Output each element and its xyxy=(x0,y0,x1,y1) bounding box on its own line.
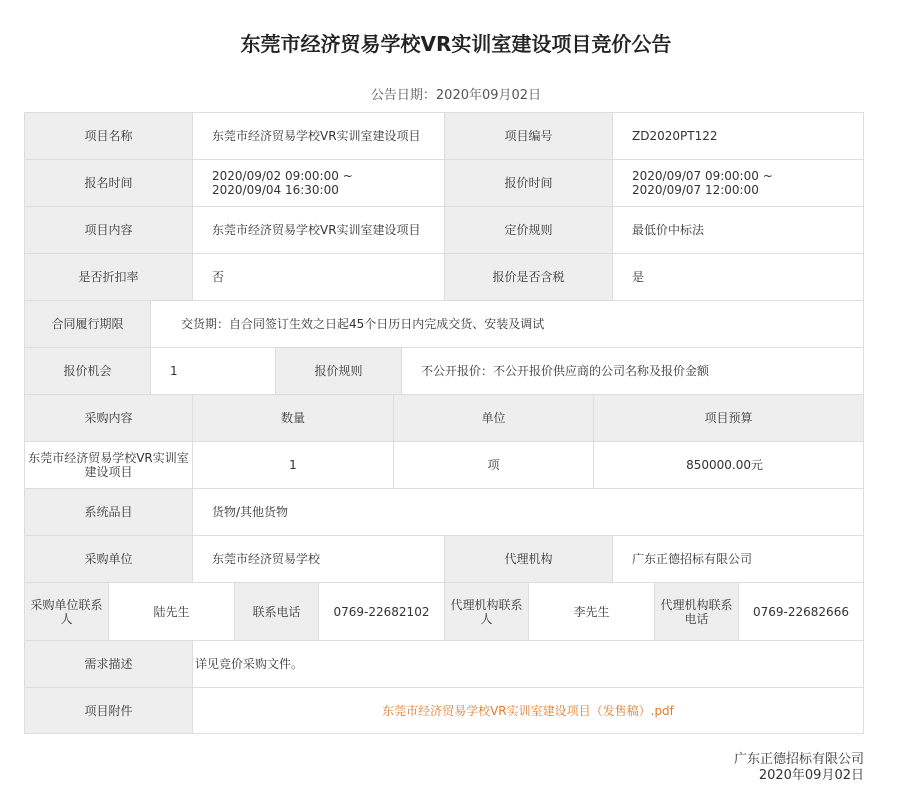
pricing-rule-label: 定价规则 xyxy=(445,207,613,253)
project-no-value: ZD2020PT122 xyxy=(613,113,863,159)
quantity-header: 数量 xyxy=(193,395,394,441)
agency-contact-label: 代理机构联系人 xyxy=(445,583,529,640)
system-category-label: 系统品目 xyxy=(25,489,193,535)
contract-period-label: 合同履行期限 xyxy=(25,301,151,347)
quote-chances-label: 报价机会 xyxy=(25,348,151,394)
purchaser-contact-label: 采购单位联系人 xyxy=(25,583,109,640)
item-budget: 850000.00元 xyxy=(594,442,863,488)
requirement-label: 需求描述 xyxy=(25,641,193,687)
table-row xyxy=(25,641,863,688)
page-title: 东莞市经济贸易学校VR实训室建设项目竞价公告 xyxy=(240,32,672,56)
quote-time-label: 报价时间 xyxy=(445,160,613,206)
requirement-value: 详见竞价采购文件。 xyxy=(193,641,863,687)
table-row xyxy=(25,348,863,395)
discount-rate-label: 是否折扣率 xyxy=(25,254,193,300)
announce-date: 公告日期：2020年09月02日 xyxy=(370,88,542,103)
signup-time-label: 报名时间 xyxy=(25,160,193,206)
project-no-label: 项目编号 xyxy=(445,113,613,159)
signup-time-value: 2020/09/02 09:00:00 ~ 2020/09/04 16:30:00 xyxy=(193,160,445,206)
agency-label: 代理机构 xyxy=(445,536,613,582)
purchaser-value: 东莞市经济贸易学校 xyxy=(193,536,445,582)
footer-date: 2020年09月02日 xyxy=(758,768,864,783)
agency-phone-value: 0769-22682666 xyxy=(739,583,863,640)
project-name-label: 项目名称 xyxy=(25,113,193,159)
unit-header: 单位 xyxy=(394,395,594,441)
quote-rule-value: 不公开报价：不公开报价供应商的公司名称及报价金额 xyxy=(402,348,863,394)
purchaser-label: 采购单位 xyxy=(25,536,193,582)
table-row xyxy=(25,583,863,641)
footer xyxy=(734,752,864,784)
table-row xyxy=(25,254,863,301)
quote-chances-value: 1 xyxy=(151,348,276,394)
table-row xyxy=(25,207,863,254)
purchaser-contact-value: 陆先生 xyxy=(109,583,235,640)
tax-included-value: 是 xyxy=(613,254,863,300)
table-row xyxy=(25,489,863,536)
budget-header: 项目预算 xyxy=(594,395,863,441)
footer-company: 广东正德招标有限公司 xyxy=(733,752,864,767)
purchase-content-header: 采购内容 xyxy=(25,395,193,441)
table-row xyxy=(25,688,863,733)
quote-rule-label: 报价规则 xyxy=(276,348,402,394)
table-row xyxy=(25,160,863,207)
table-row xyxy=(25,301,863,348)
item-quantity: 1 xyxy=(193,442,394,488)
pricing-rule-value: 最低价中标法 xyxy=(613,207,863,253)
project-name-value: 东莞市经济贸易学校VR实训室建设项目 xyxy=(193,113,445,159)
item-unit: 项 xyxy=(394,442,594,488)
tax-included-label: 报价是否含税 xyxy=(445,254,613,300)
attachment-cell xyxy=(193,688,863,733)
project-content-label: 项目内容 xyxy=(25,207,193,253)
purchaser-phone-value: 0769-22682102 xyxy=(319,583,445,640)
table-row xyxy=(25,536,863,583)
attachment-label: 项目附件 xyxy=(25,688,193,733)
table-row xyxy=(25,395,863,442)
attachment-link[interactable]: 东莞市经济贸易学校VR实训室建设项目（发售稿）.pdf xyxy=(382,703,674,718)
agency-contact-value: 李先生 xyxy=(529,583,655,640)
agency-phone-label: 代理机构联系电话 xyxy=(655,583,739,640)
phone-label: 联系电话 xyxy=(235,583,319,640)
discount-rate-value: 否 xyxy=(193,254,445,300)
announcement-table xyxy=(24,112,864,734)
contract-period-value: 交货期：自合同签订生效之日起45个日历日内完成交货、安装及调试 xyxy=(151,301,863,347)
item-name: 东莞市经济贸易学校VR实训室建设项目 xyxy=(25,442,193,488)
system-category-value: 货物/其他货物 xyxy=(193,489,863,535)
table-row xyxy=(25,442,863,489)
table-row xyxy=(25,113,863,160)
quote-time-value: 2020/09/07 09:00:00 ~ 2020/09/07 12:00:00 xyxy=(613,160,863,206)
project-content-value: 东莞市经济贸易学校VR实训室建设项目 xyxy=(193,207,445,253)
agency-value: 广东正德招标有限公司 xyxy=(613,536,863,582)
